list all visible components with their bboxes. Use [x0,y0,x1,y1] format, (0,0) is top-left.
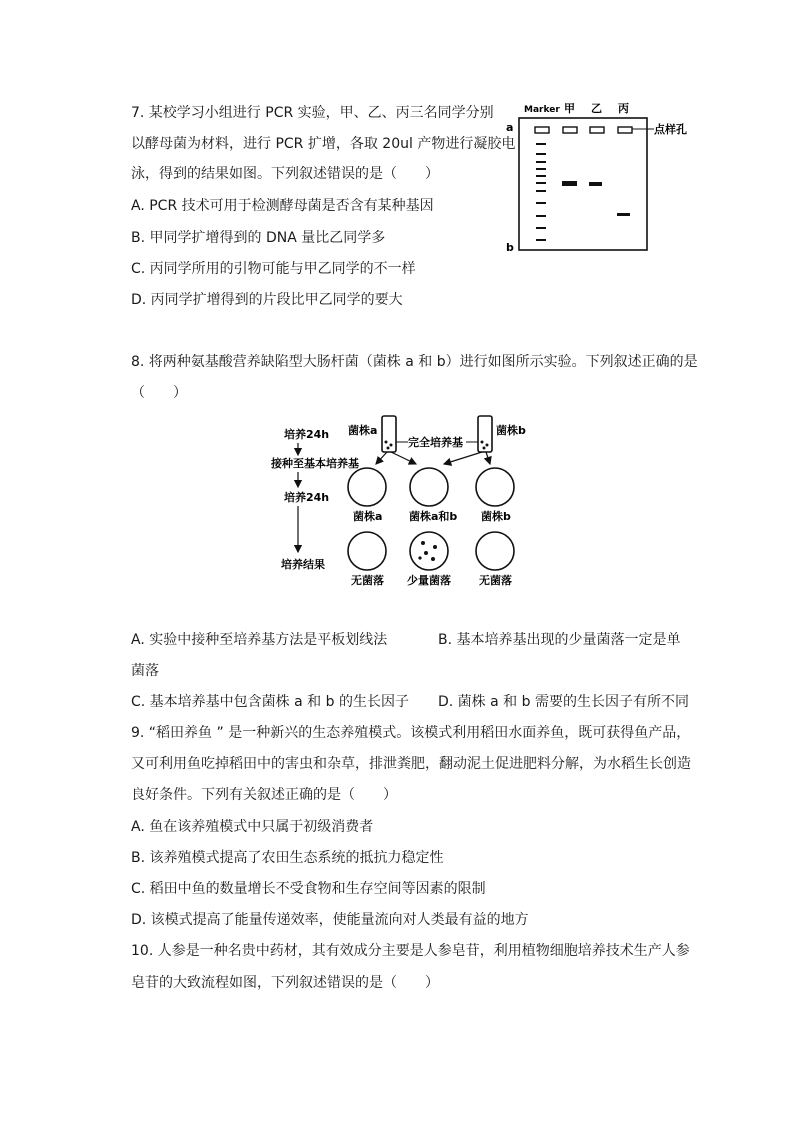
q7-stem-line-3: 泳，得到的结果如图。下列叙述错误的是（ ） [131,166,439,182]
lane-label-jia: 甲 [564,102,575,115]
q9-option-c: C. 稻田中鱼的数量增长不受食物和生存空间等因素的限制 [131,881,486,897]
well-bing [618,127,632,133]
transfer-arrow [486,452,490,464]
q9-stem-line-3: 良好条件。下列有关叙述正确的是（ ） [131,787,397,803]
transfer-arrow [376,452,387,464]
step-inoculate: 接种至基本培养基 [271,457,359,470]
step-culture-24h-2: 培养24h [284,491,330,504]
q9-option-d: D. 该模式提高了能量传递效率，使能量流向对人类最有益的地方 [131,912,529,928]
result-plate-a [348,532,386,570]
band-bing [617,213,630,216]
q7-stem-line-2: 以酵母菌为材料，进行 PCR 扩增，各取 20ul 产物进行凝胶电 [131,136,516,152]
tube-a-cell [387,447,390,450]
q8-stem-line-2: （ ） [131,385,187,401]
step-culture-24h-1: 培养24h [284,428,330,441]
lane-label-yi: 乙 [591,102,602,115]
tube-a-cell [385,441,388,444]
plate-label-a: 菌株a [353,510,383,523]
band-jia [562,181,577,186]
lane-label-marker: Marker [524,105,560,115]
tube-a-cell [390,444,393,447]
plate-label-ab: 菌株a和b [409,510,458,523]
test-tube-a [382,416,396,452]
q7-option-c: C. 丙同学所用的引物可能与甲乙同学的不一样 [131,261,416,277]
test-tube-b [478,416,492,452]
marker-band [536,190,546,192]
tube-label-b: 菌株b [496,424,526,437]
transfer-arrow [391,452,416,464]
colony-dot [424,551,428,555]
result-plate-ab [410,532,448,570]
q9-option-a: A. 鱼在该养殖模式中只属于初级消费者 [131,819,374,835]
gel-label-a: a [506,121,514,134]
bacteria-experiment-figure [268,412,538,600]
colony-dot [418,556,421,559]
plate-b [476,468,514,506]
plate-ab [410,468,448,506]
q8-option-c: C. 基本培养基中包含菌株 a 和 b 的生长因子 [131,694,409,710]
well-label: 点样孔 [654,123,687,136]
q9-stem-line-2: 又可利用鱼吃掉稻田中的害虫和杂草，排泄粪肥，翻动泥土促进肥料分解，为水稻生长创造 [131,756,691,772]
q7-option-a: A. PCR 技术可用于检测酵母菌是否含有某种基因 [131,198,434,214]
marker-band [536,168,546,170]
step-result: 培养结果 [281,558,325,571]
result-label-ab: 少量菌落 [407,574,451,587]
plate-label-b: 菌株b [481,510,511,523]
tube-label-a: 菌株a [348,424,378,437]
tube-b-cell [483,447,486,450]
q8-option-b-cont: 菌落 [131,663,159,679]
marker-band [536,182,546,184]
plate-a [348,468,386,506]
colony-dot [421,541,425,545]
marker-band [536,239,546,241]
marker-band [536,227,546,229]
q8-option-d: D. 菌株 a 和 b 需要的生长因子有所不同 [438,694,689,710]
marker-band [536,202,546,204]
transfer-arrow [444,452,482,464]
q7-option-b: B. 甲同学扩增得到的 DNA 量比乙同学多 [131,230,386,246]
q8-option-b: B. 基本培养基出现的少量菌落一定是单 [438,632,681,648]
q7-stem-line-1: 7. 某校学习小组进行 PCR 实验，甲、乙、丙三名同学分别 [131,105,494,121]
q8-stem-line-1: 8. 将两种氨基酸营养缺陷型大肠杆菌（菌株 a 和 b）进行如图所示实验。下列叙述正确的是 [131,354,698,370]
gel-label-b: b [506,241,514,254]
result-plate-b [476,532,514,570]
complete-medium-label: 完全培养基 [408,436,463,449]
q7-option-d: D. 丙同学扩增得到的片段比甲乙同学的要大 [131,292,403,308]
q8-option-a: A. 实验中接种至培养基方法是平板划线法 [131,632,388,648]
q10-stem-line-2: 皂苷的大致流程如图，下列叙述错误的是（ ） [131,975,439,991]
tube-b-cell [481,441,484,444]
q10-stem-line-1: 10. 人参是一种名贵中药材，其有效成分主要是人参皂苷，利用植物细胞培养技术生产人参 [131,943,690,959]
colony-dot [431,557,435,561]
marker-band [536,153,546,155]
gel-electrophoresis-figure [502,98,732,258]
tube-b-cell [486,444,489,447]
result-label-b: 无菌落 [479,574,512,587]
well-jia [563,127,577,133]
marker-band [536,143,546,145]
colony-dot [433,545,437,549]
well-marker [535,127,549,133]
marker-band [536,175,546,177]
q9-stem-line-1: 9. “稻田养鱼 ” 是一种新兴的生态养殖模式。该模式利用稻田水面养鱼，既可获得鱼产品， [131,725,691,741]
band-yi [589,182,602,186]
q9-option-b: B. 该养殖模式提高了农田生态系统的抵抗力稳定性 [131,850,444,866]
result-label-a: 无菌落 [351,574,384,587]
well-yi [590,127,604,133]
lane-label-bing: 丙 [618,102,629,115]
marker-band [536,161,546,163]
marker-band [536,215,546,217]
